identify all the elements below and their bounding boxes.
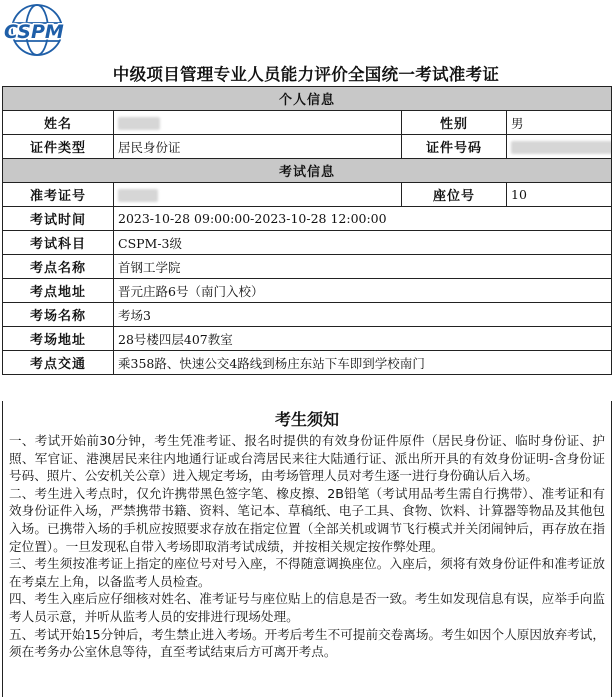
cspm-logo bbox=[2, 3, 88, 63]
seat-number-value: 10 bbox=[507, 183, 612, 207]
exam-time-value: 2023-10-28 09:00:00-2023-10-28 12:00:00 bbox=[114, 207, 612, 231]
ticket-number-label: 准考证号 bbox=[3, 183, 114, 207]
exam-subject-label: 考试科目 bbox=[3, 231, 114, 255]
exam-subject-value: CSPM-3级 bbox=[114, 231, 612, 255]
transport-label: 考点交通 bbox=[3, 351, 114, 375]
room-address-label: 考场地址 bbox=[3, 327, 114, 351]
admission-info-table bbox=[2, 86, 612, 375]
id-number-label: 证件号码 bbox=[402, 135, 507, 159]
exam-info-header: 考试信息 bbox=[3, 159, 612, 183]
name-label: 姓名 bbox=[3, 111, 114, 135]
id-type-label: 证件类型 bbox=[3, 135, 114, 159]
exam-room-value: 考场3 bbox=[114, 303, 612, 327]
personal-info-header: 个人信息 bbox=[3, 87, 612, 111]
id-number-value bbox=[507, 135, 612, 159]
name-value bbox=[114, 111, 402, 135]
document-title: 中级项目管理专业人员能力评价全国统一考试准考证 bbox=[112, 65, 500, 84]
notice-item: 一、考试开始前30分钟，考生凭准考证、报名时提供的有效身份证件原件（居民身份证、临时身份证、护照、军官证、港澳居民来往内地通行证或台湾居民来往大陆通行证、派出所开具的有效身份证明-含身份证号码、照片、公安机关公章）进入规定考场，由考场管理人员对考生逐一进行身份确认后入场。 bbox=[9, 433, 605, 484]
redacted-name bbox=[118, 117, 160, 130]
seat-number-label: 座位号 bbox=[402, 183, 507, 207]
exam-site-value: 首钢工学院 bbox=[114, 255, 612, 279]
site-address-label: 考点地址 bbox=[3, 279, 114, 303]
exam-site-label: 考点名称 bbox=[3, 255, 114, 279]
exam-time-label: 考试时间 bbox=[3, 207, 114, 231]
redacted-id-number bbox=[511, 141, 612, 154]
room-address-value: 28号楼四层407教室 bbox=[114, 327, 612, 351]
transport-value: 乘358路、快速公交4路线到杨庄东站下车即到学校南门 bbox=[114, 351, 612, 375]
notice-title: 考生须知 bbox=[274, 410, 339, 429]
notice-item: 二、考生进入考点时，仅允许携带黑色签字笔、橡皮擦、2B铅笔（考试用品考生需自行携带）、准考证和有效身份证件入场，严禁携带书籍、资料、笔记本、草稿纸、电子工具、食物、饮料、计算器等物品及其他包入场。已携带入场的手机应按照要求存放在指定位置（全部关机或调节飞行模式并关闭闹钟后，再存放在指定位置）。一旦发现私自带入考场即取消考试成绩，并按相关规定按作弊处理。 bbox=[9, 485, 605, 554]
notice-item: 三、考生须按准考证上指定的座位号对号入座，不得随意调换座位。入座后，须将有效身份证件和准考证放在考桌左上角，以备监考人员检查。 bbox=[9, 556, 605, 589]
redacted-ticket-number bbox=[118, 189, 158, 202]
ticket-number-value bbox=[114, 183, 402, 207]
gender-value: 男 bbox=[507, 111, 612, 135]
exam-room-label: 考场名称 bbox=[3, 303, 114, 327]
logo-text: CSPM bbox=[4, 21, 64, 43]
gender-label: 性别 bbox=[402, 111, 507, 135]
exam-notice-section bbox=[2, 401, 612, 697]
notice-item: 五、考试开始15分钟后，考生禁止进入考场。开考后考生不可提前交卷离场。考生如因个人原因放弃考试，须在考务办公室休息等待，直至考试结束后方可离开考点。 bbox=[9, 626, 605, 660]
notice-item: 四、考生入座后应仔细核对姓名、准考证号与座位贴上的信息是否一致。考生如发现信息有误，应举手向监考人员示意，并听从监考人员的安排进行现场处理。 bbox=[9, 591, 605, 624]
site-address-value: 晋元庄路6号（南门入校） bbox=[114, 279, 612, 303]
id-type-value: 居民身份证 bbox=[114, 135, 402, 159]
